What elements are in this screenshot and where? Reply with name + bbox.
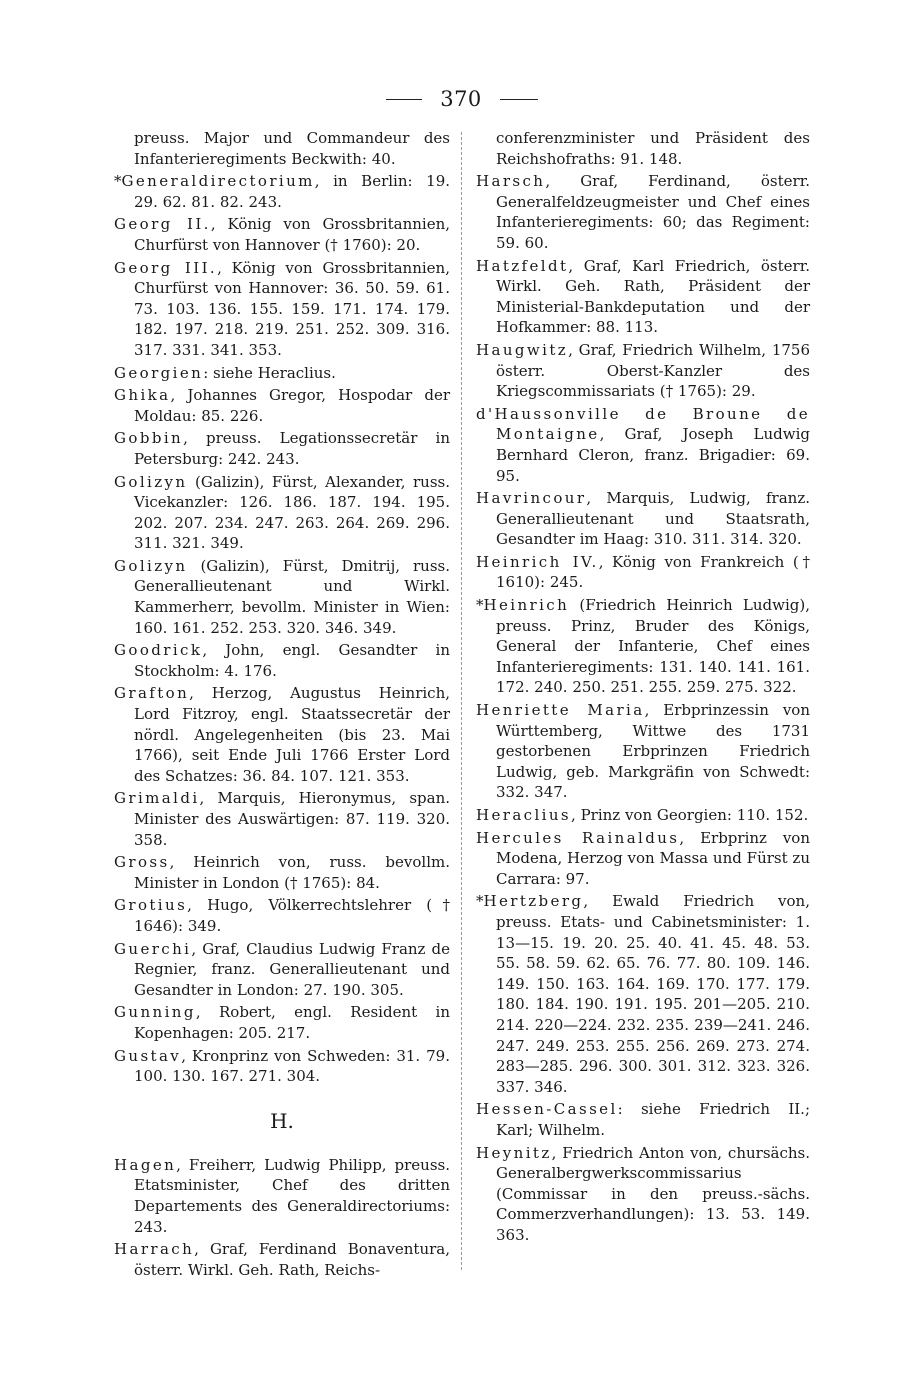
entry-headword: Gross [114,853,170,872]
index-entry [114,428,450,469]
entry-headword: Gustav [114,1046,182,1065]
entry-headword: Georgien [114,363,204,382]
entry-text: , Freiherr, Ludwig Philipp, preuss. Etatsminister, Chef des dritten Departements des Generaldirectoriums: 243. [134,1155,450,1236]
index-entry [114,683,450,786]
index-entry [114,472,450,554]
index-entry [476,256,810,338]
index-entry [114,895,450,936]
entry-headword: d'Haussonville de Broune de Montaigne [476,404,810,444]
entry-text: , Graf, Karl Friedrich, österr. Wirkl. Geh. Rath, Präsident der Ministerial-Bankdeputation und der Hofkammer: 88. 113. [496,256,810,337]
entry-headword: Ghika [114,386,171,405]
entry-headword: Heynitz [476,1143,552,1162]
column-divider [461,132,462,1270]
entry-headword: Harrach [114,1240,195,1259]
entry-headword: Havrincour [476,489,587,508]
entry-text: , König von Grossbritannien, Churfürst von Hannover: 36. 50. 59. 61. 73. 103. 136. 155. 159. 171. 174. 179. 182. 197. 218. 219. 251. 252. 309. 316. 317. 331. 341. 353. [134,258,450,359]
entry-text: , Robert, engl. Resident in Kopenhagen: 205. 217. [134,1003,450,1042]
entry-text: , Marquis, Hieronymus, span. Minister des Auswärtigen: 87. 119. 320. 358. [134,789,450,849]
index-entry [114,939,450,1001]
index-entry [476,595,810,698]
entry-text: , Graf, Ferdinand Bonaventura, österr. Wirkl. Geh. Rath, Reichs- [134,1240,450,1279]
index-column-right [476,128,810,1245]
entry-text: : siehe Friedrich II.; Karl; Wilhelm. [496,1100,810,1139]
index-entry [476,171,810,253]
index-entry-continuation [114,128,450,169]
entry-text: , Heinrich von, russ. bevollm. Minister in London († 1765): 84. [134,853,450,892]
entry-headword: Heinrich IV. [476,552,599,571]
index-entry [476,828,810,890]
entry-text: conferenzminister und Präsident des Reichshofraths: 91. 148. [496,129,810,168]
entry-headword: Guerchi [114,939,192,958]
index-entry [114,363,450,384]
entry-headword: Hatzfeldt [476,256,569,275]
entry-headword: Georg II. [114,215,211,234]
index-entry [476,1143,810,1246]
index-entry [476,1099,810,1140]
entry-text: , Graf, Claudius Ludwig Franz de Regnier, franz. Generallieutenant und Gesandter in London: 27. 190. 305. [134,939,450,999]
index-entry [114,171,450,212]
index-entry [114,640,450,681]
entry-asterisk: * [476,596,484,615]
page-number: 370 [440,87,482,111]
entry-headword: Hessen-Cassel [476,1100,618,1119]
entry-headword: Grafton [114,684,190,703]
index-entry [114,214,450,255]
entry-headword: Grotius [114,896,188,915]
index-entry [476,805,810,826]
entry-headword: Goodrick [114,641,203,660]
index-entry [114,852,450,893]
entry-text: , König von Grossbritannien, Churfürst von Hannover († 1760): 20. [134,215,450,254]
entry-text: , Erbprinzessin von Württemberg, Wittwe des 1731 gestorbenen Erbprinzen Friedrich Ludwig, geb. Markgräfin von Schwedt: 332. 347. [496,701,810,802]
index-entry [476,700,810,803]
entry-text: , Erbprinz von Modena, Herzog von Massa und Fürst zu Carrara: 97. [496,828,810,888]
entry-headword: Hagen [114,1155,177,1174]
entry-text: , Friedrich Anton von, chursächs. Generalbergwerkscommissarius (Commissar in den preuss.-sächs. Commerzverhandlungen): 13. 53. 149. 363. [496,1143,810,1244]
entry-text: (Galizin), Fürst, Dmitrij, russ. Generallieutenant und Wirkl. Kammerherr, bevollm. Minister in Wien: 160. 161. 252. 253. 320. 346. 349. [134,556,450,637]
entry-headword: Grimaldi [114,789,200,808]
entry-text: preuss. Major und Commandeur des Infanterieregiments Beckwith: 40. [134,129,450,168]
entry-headword: Henriette Maria [476,701,645,720]
index-entry [114,1046,450,1087]
header-rule-right [500,99,538,100]
entry-headword: Gobbin [114,429,184,448]
entry-text: , Graf, Ferdinand, österr. Generalfeldzeugmeister und Chef eines Infanterieregiments: 60; das Regiment: 59. 60. [496,172,810,252]
header-rule-left [386,99,422,100]
entry-text: , König von Frankreich († 1610): 245. [496,552,810,592]
entry-text: , Johannes Gregor, Hospodar der Moldau: 85. 226. [134,386,450,425]
entry-text: , Graf, Joseph Ludwig Bernhard Cleron, franz. Brigadier: 69. 95. [496,425,810,485]
index-entry [114,1155,450,1237]
entry-text: , preuss. Legationssecretär in Petersburg: 242. 243. [134,429,450,468]
index-entry [476,340,810,402]
entry-text: , Prinz von Georgien: 110. 152. [571,806,809,824]
entry-text: : siehe Heraclius. [203,363,336,382]
entry-headword: Golizyn [114,556,188,575]
index-entry [114,556,450,638]
entry-headword: Gunning [114,1003,196,1022]
entry-text: (Friedrich Heinrich Ludwig), preuss. Prinz, Bruder des Königs, General der Infanterie, Chef eines Infanterieregiments: 131. 140. 141. 161. 172. 240. 250. 251. 255. 259. 275. 322. [496,596,810,697]
entry-asterisk: * [476,892,484,911]
index-entry [114,258,450,361]
index-entry [476,891,810,1097]
entry-headword: Harsch [476,172,546,191]
entry-text: , Ewald Friedrich von, preuss. Etats- und Cabinetsminister: 1. 13—15. 19. 20. 25. 40. 41. 45. 48. 53. 55. 58. 59. 62. 65. 76. 77. 80. 109. 146. 149. 150. 163. 164. 169. 170. 177. 179. 180. 184. 190. 191. 195. 201—205. 210. 214. 220—224. 232. 235. 239—241. 246. 247. 249. 253. 255. 256. 269. 273. 274. 283—285. 296. 300. 301. 312. 323. 326. 337. 346. [496,892,810,1096]
page-header [0,84,900,114]
entry-headword: Georg III. [114,258,218,277]
entry-text: (Galizin), Fürst, Alexander, russ. Vicekanzler: 126. 186. 187. 194. 195. 202. 207. 234. 247. 263. 264. 269. 296. 311. 321. 349. [134,472,450,553]
entry-headword: Golizyn [114,472,188,491]
entry-text: , in Berlin: 19. 29. 62. 81. 82. 243. [134,172,450,211]
entry-headword: Heinrich [483,596,570,615]
entry-text: , John, engl. Gesandter in Stockholm: 4. 176. [134,641,450,680]
index-entry [114,1239,450,1280]
entry-text: , Kronprinz von Schweden: 31. 79. 100. 130. 167. 271. 304. [134,1046,450,1086]
entry-text: , Hugo, Völkerrechtslehrer († 1646): 349. [134,896,450,935]
index-entry-continuation [476,128,810,169]
entry-headword: Heraclius [476,806,572,824]
index-entry [114,385,450,426]
index-entry [476,552,810,593]
entry-text: , Herzog, Augustus Heinrich, Lord Fitzroy, engl. Staatssecretär der nördl. Angelegenheiten (bis 23. Mai 1766), seit Ende Juli 1766 Erster Lord des Schatzes: 36. 84. 107. 121. 353. [134,684,450,785]
section-heading: H. [270,1108,294,1133]
index-column-left [114,128,450,1280]
entry-headword: Hercules Rainaldus [476,828,680,847]
entry-text: , Marquis, Ludwig, franz. Generallieutenant und Staatsrath, Gesandter im Haag: 310. 311. 314. 320. [496,489,810,549]
entry-headword: Hertzberg [483,892,584,911]
entry-headword: Generaldirectorium [121,172,315,191]
index-entry [114,1002,450,1043]
entry-asterisk: * [114,172,122,191]
entry-text: , Graf, Friedrich Wilhelm, 1756 österr. Oberst-Kanzler des Kriegscommissariats († 1765): 29. [496,340,810,401]
entry-headword: Haugwitz [476,340,569,359]
index-entry [476,488,810,550]
index-entry [114,788,450,850]
index-entry [476,404,810,486]
